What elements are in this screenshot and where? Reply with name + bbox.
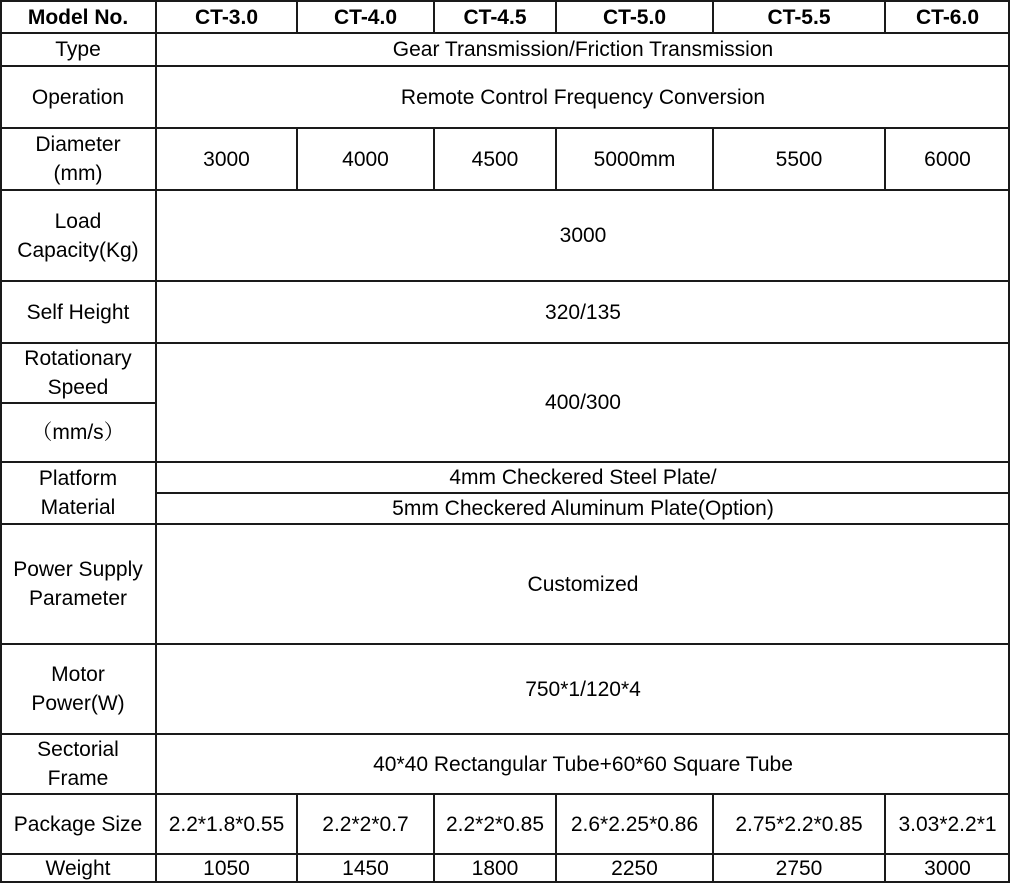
grid-line [884, 794, 886, 883]
grid-line [433, 128, 435, 190]
package-size-ct-4-5: 2.2*2*0.85 [445, 812, 545, 836]
grid-line [433, 0, 435, 33]
grid-line [0, 189, 1010, 191]
sectorial-frame-value: 40*40 Rectangular Tube+60*60 Square Tube [373, 752, 793, 776]
motor-power-value: 750*1/120*4 [525, 677, 641, 701]
grid-line [0, 0, 2, 883]
weight-ct-6-0: 3000 [924, 857, 971, 880]
row-label-sectorial-frame: Sectorial Frame [37, 738, 119, 790]
header-model-ct-5-0: CT-5.0 [602, 5, 667, 29]
grid-line [0, 733, 1010, 735]
grid-line [296, 794, 298, 883]
grid-line [0, 127, 1010, 129]
platform-material-line-2: 5mm Checkered Aluminum Plate(Option) [392, 497, 774, 520]
grid-line [884, 0, 886, 33]
diameter-ct-6-0: 6000 [924, 147, 971, 171]
package-size-ct-4-0: 2.2*2*0.7 [322, 812, 409, 836]
diameter-ct-5-0: 5000mm [593, 147, 676, 171]
header-model-no: Model No. [27, 5, 129, 29]
row-label-motor-power: Motor Power(W) [31, 663, 125, 715]
rotationary-speed-value: 400/300 [545, 391, 621, 414]
grid-line [0, 793, 1010, 795]
grid-line [296, 0, 298, 33]
header-model-ct-4-0: CT-4.0 [333, 5, 398, 29]
row-label-diameter: Diameter (mm) [35, 133, 121, 185]
header-model-ct-6-0: CT-6.0 [915, 5, 980, 29]
grid-line [0, 853, 1010, 855]
diameter-ct-5-5: 5500 [775, 147, 823, 171]
self-height-value: 320/135 [545, 300, 621, 324]
row-label-power-supply: Power Supply Parameter [13, 558, 143, 610]
package-size-ct-3-0: 2.2*1.8*0.55 [168, 812, 285, 836]
package-size-ct-5-0: 2.6*2.25*0.86 [570, 812, 699, 836]
weight-ct-3-0: 1050 [203, 857, 250, 880]
grid-line [712, 128, 714, 190]
operation-value: Remote Control Frequency Conversion [400, 85, 766, 109]
package-size-ct-6-0: 3.03*2.2*1 [898, 812, 997, 836]
grid-line [555, 128, 557, 190]
grid-line [433, 794, 435, 883]
diameter-ct-4-0: 4000 [342, 147, 389, 171]
row-label-weight: Weight [45, 857, 111, 880]
weight-ct-5-0: 2250 [611, 857, 658, 880]
grid-line [0, 523, 1010, 525]
header-model-ct-5-5: CT-5.5 [767, 5, 831, 29]
grid-line [884, 128, 886, 190]
row-label-package-size: Package Size [13, 812, 143, 836]
row-label-load-capacity: Load Capacity(Kg) [17, 209, 139, 262]
row-label-platform-material: Platform Material [38, 467, 118, 519]
grid-line [156, 492, 1010, 494]
grid-line [0, 32, 1010, 34]
header-model-ct-3-0: CT-3.0 [194, 5, 259, 29]
diameter-ct-4-5: 4500 [471, 147, 519, 171]
grid-line [155, 0, 157, 883]
grid-line [712, 0, 714, 33]
weight-ct-4-5: 1800 [471, 857, 519, 880]
row-label-type: Type [55, 38, 101, 61]
diameter-ct-3-0: 3000 [203, 147, 250, 171]
grid-line [0, 0, 1010, 2]
package-size-ct-5-5: 2.75*2.2*0.85 [735, 812, 863, 836]
weight-ct-5-5: 2750 [775, 857, 823, 880]
row-label-self-height: Self Height [26, 300, 130, 324]
grid-line [296, 128, 298, 190]
grid-line [0, 402, 156, 404]
grid-line [0, 65, 1010, 67]
grid-line [0, 280, 1010, 282]
rotationary-speed-unit: （mm/s） [31, 421, 125, 444]
grid-line [0, 643, 1010, 645]
power-supply-value: Customized [527, 572, 639, 596]
type-value: Gear Transmission/Friction Transmission [392, 38, 774, 61]
platform-material-line-1: 4mm Checkered Steel Plate/ [449, 466, 717, 489]
grid-line [555, 0, 557, 33]
row-label-operation: Operation [31, 85, 125, 109]
grid-line [712, 794, 714, 883]
row-label-rotationary-speed: Rotationary Speed [24, 347, 132, 399]
grid-line [555, 794, 557, 883]
grid-line [0, 342, 1010, 344]
load-capacity-value: 3000 [559, 224, 607, 247]
weight-ct-4-0: 1450 [342, 857, 389, 880]
grid-line [0, 461, 1010, 463]
header-model-ct-4-5: CT-4.5 [463, 5, 527, 29]
